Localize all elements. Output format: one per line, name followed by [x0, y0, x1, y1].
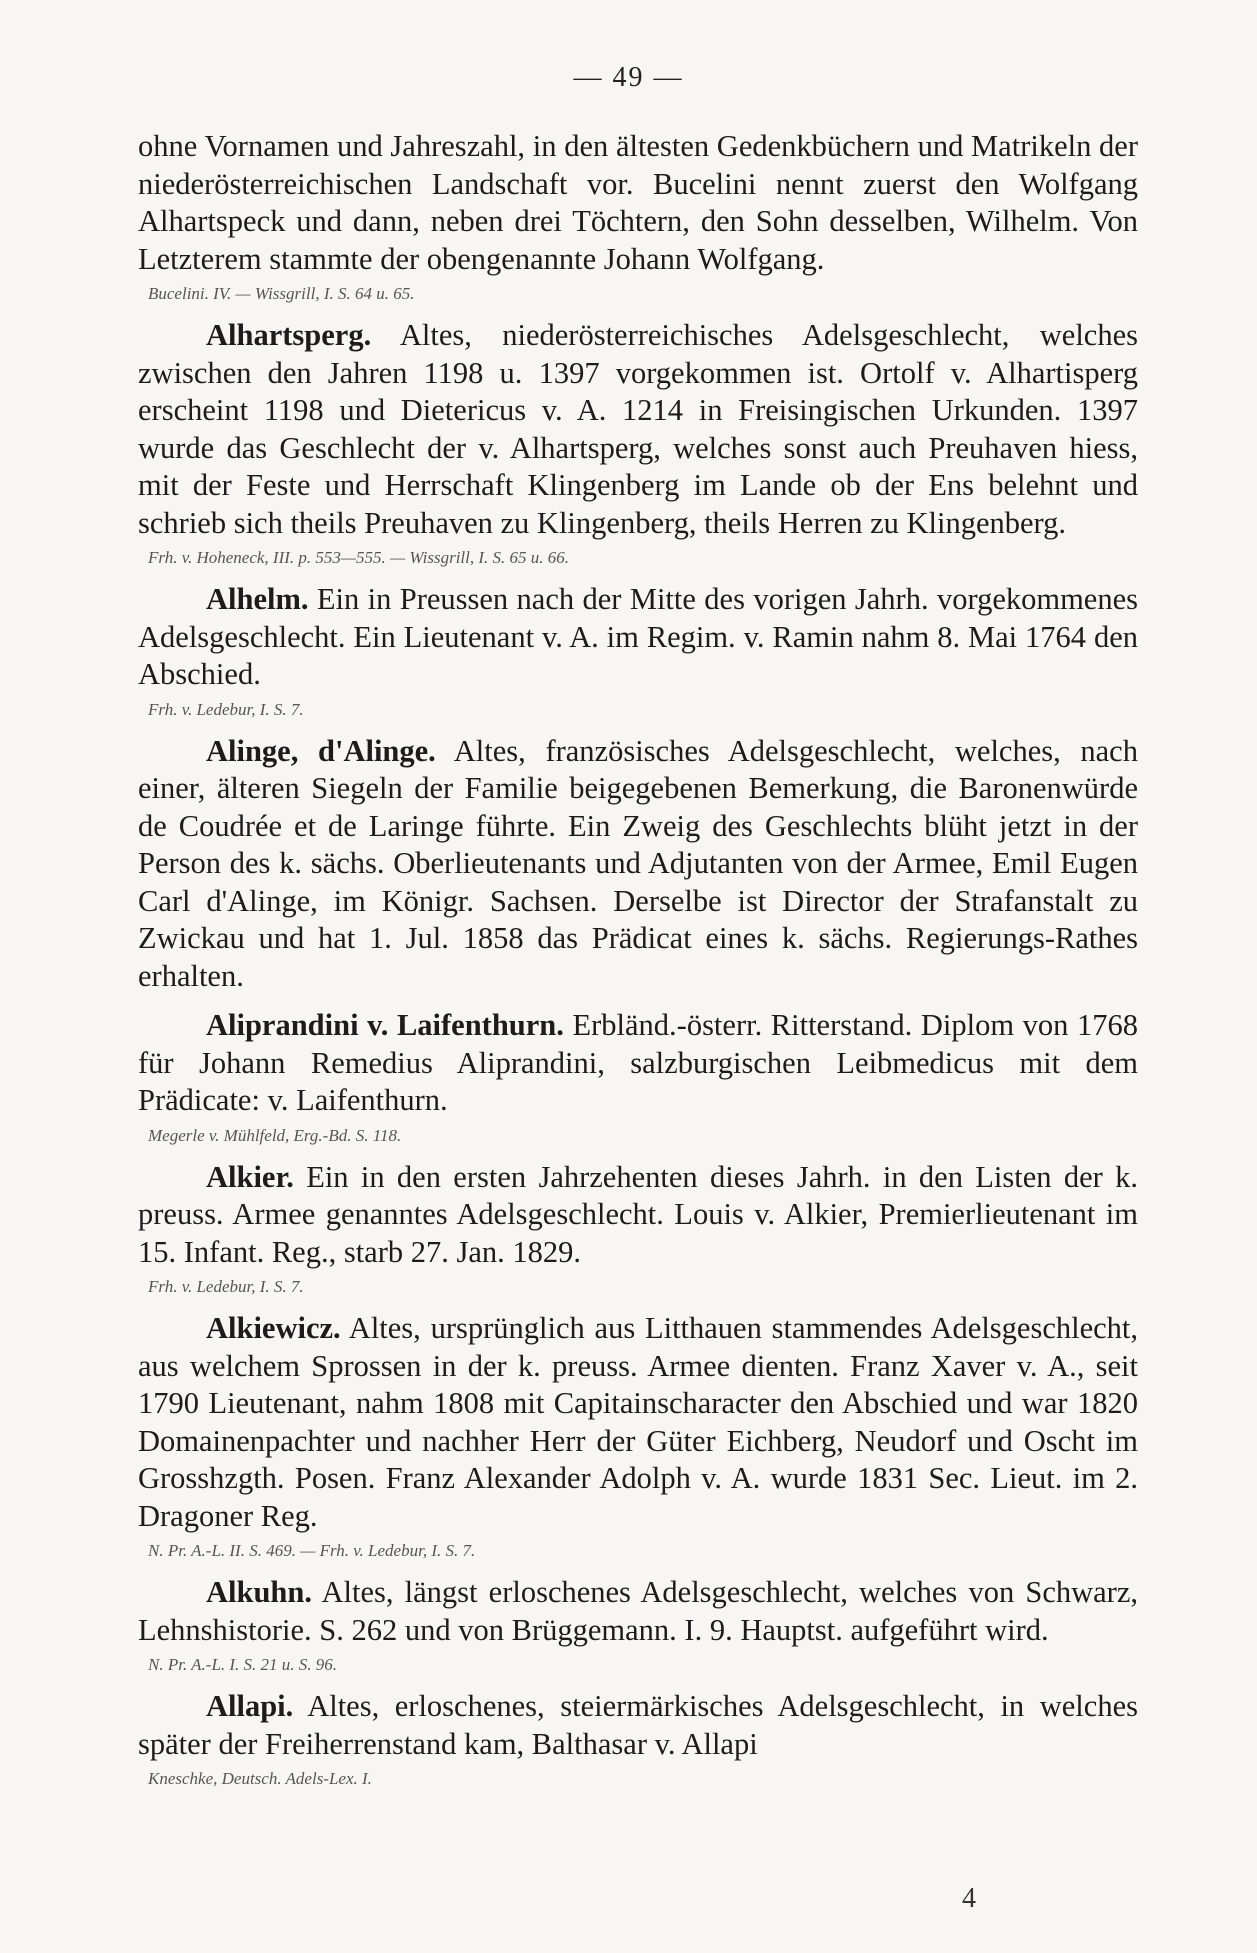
entry-text: Altes, erloschenes, steiermärkisches Adelsgeschlecht, in welches später der Freiherrenstand kam, Balthasar v. Allapi [138, 1689, 1138, 1761]
entry-headword: Alkuhn. [206, 1575, 312, 1609]
entry [138, 1574, 1138, 1676]
entry-text: Altes, ursprünglich aus Litthauen stammendes Adelsgeschlecht, aus welchem Sprossen in der k. preuss. Armee dienten. Franz Xaver v. A., seit 1790 Lieutenant, nahm 1808 mit Capitainscharacter den Abschied und war 1820 Domainenpachter und nachher Herr der Güter Eichberg, Neudorf und Oscht im Grosshzgth. Posen. Franz Alexander Adolph v. A. wurde 1831 Sec. Lieut. im 2. Dragoner Reg. [138, 1311, 1138, 1533]
signature-mark: 4 [962, 1883, 976, 1914]
entry [138, 1688, 1138, 1790]
source-citation: Kneschke, Deutsch. Adels-Lex. I. [148, 1769, 372, 1788]
entry [138, 317, 1138, 569]
source-citation: Bucelini. IV. — Wissgrill, I. S. 64 u. 65. [148, 284, 415, 303]
entry-text: Altes, niederösterreichisches Adelsgeschlecht, welches zwischen den Jahren 1198 u. 1397 vorgekommen ist. Ortolf v. Alhartisperg erscheint 1198 und Dietericus v. A. 1214 in Freisingischen Urkunden. 1397 wurde das Geschlecht der v. Alhartsperg, welches sonst auch Preuhaven hiess, mit der Feste und Herrschaft Klingenberg im Lande ob der Ens belehnt und schrieb sich theils Preuhaven zu Klingenberg, theils Herren zu Klingenberg. [138, 318, 1138, 540]
entry-text: Ein in Preussen nach der Mitte des vorigen Jahrh. vorgekommenes Adelsgeschlecht. Ein Lieutenant v. A. im Regim. v. Ramin nahm 8. Mai 1764 den Abschied. [138, 582, 1138, 691]
page-number: — 49 — [573, 62, 684, 93]
entry-text: Altes, französisches Adelsgeschlecht, welches, nach einer, älteren Siegeln der Familie beigegebenen Bemerkung, die Baronenwürde de Coudrée et de Laringe führte. Ein Zweig des Geschlechts blüht jetzt in der Person des k. sächs. Oberlieutenants und Adjutanten von der Armee, Emil Eugen Carl d'Alinge, im Königr. Sachsen. Derselbe ist Director der Strafanstalt zu Zwickau und hat 1. Jul. 1858 das Prädicat eines k. sächs. Regierungs-Rathes erhalten. [138, 733, 1138, 993]
entry [138, 1159, 1138, 1299]
source-citation: Megerle v. Mühlfeld, Erg.-Bd. S. 118. [148, 1125, 402, 1145]
intro-paragraph: ohne Vornamen und Jahreszahl, in den ältesten Gedenkbüchern und Matrikeln der niederösterreichischen Landschaft vor. Bucelini nennt zuerst den Wolfgang Alhartspeck und dann, neben drei Töchtern, den Sohn desselben, Wilhelm. Von Letzterem stammte der obengenannte Johann Wolfgang. [138, 129, 1138, 276]
source-citation: Frh. v. Hoheneck, III. p. 553—555. — Wissgrill, I. S. 65 u. 66. [148, 548, 570, 567]
entry-headword: Alinge, d'Alinge. [206, 733, 436, 768]
entry-headword: Aliprandini v. Laifenthurn. [206, 1008, 564, 1042]
source-citation: Frh. v. Ledebur, I. S. 7. [148, 699, 304, 719]
entry-headword: Allapi. [206, 1689, 294, 1723]
entry-text: Erbländ.-österr. Ritterstand. Diplom von 1768 für Johann Remedius Aliprandini, salzburgischen Leibmedicus mit dem Prädicate: v. Laifenthurn. [138, 1008, 1138, 1117]
entry-headword: Alkiewicz. [206, 1311, 341, 1345]
entry-headword: Alhelm. [206, 582, 309, 616]
text-body [138, 128, 1138, 1802]
entry [138, 1007, 1138, 1147]
entry-text: Ein in den ersten Jahrzehenten dieses Jahrh. in den Listen der k. preuss. Armee genanntes Adelsgeschlecht. Louis v. Alkier, Premierlieutenant im 15. Infant. Reg., starb 27. Jan. 1829. [138, 1159, 1139, 1269]
entry-headword: Alhartsperg. [206, 318, 372, 352]
entry [138, 581, 1138, 721]
entry-text: Altes, längst erloschenes Adelsgeschlecht, welches von Schwarz, Lehnshistorie. S. 262 und von Brüggemann. I. 9. Hauptst. aufgeführt wird. [138, 1575, 1138, 1647]
source-citation: Frh. v. Ledebur, I. S. 7. [148, 1277, 304, 1296]
entry [138, 733, 1138, 996]
entry [138, 1310, 1138, 1562]
entry-headword: Alkier. [206, 1159, 294, 1194]
source-citation: N. Pr. A.-L. I. S. 21 u. S. 96. [148, 1655, 338, 1674]
source-citation: N. Pr. A.-L. II. S. 469. — Frh. v. Ledebur, I. S. 7. [148, 1541, 476, 1560]
